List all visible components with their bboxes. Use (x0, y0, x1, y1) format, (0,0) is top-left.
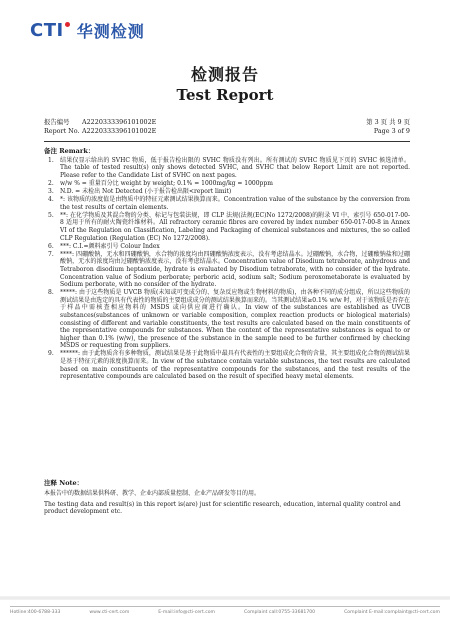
report-meta (44, 118, 410, 135)
remark-item (44, 196, 410, 211)
remark-item-number: 4. (48, 196, 54, 204)
note-section (44, 480, 410, 519)
remark-item (44, 289, 410, 350)
footer-email[interactable]: E-mail:info@cti-cert.com (158, 610, 216, 615)
logo-brand: CTI (30, 19, 64, 41)
remark-item-number: 2. (48, 179, 54, 187)
remark-item-number: 7. (48, 250, 54, 258)
remark-item (44, 350, 410, 380)
remark-item-number: 1. (48, 156, 54, 164)
note-text-cn: 本报告中的数据结果供科研、教学、企业内部质量控制、企业产品研发等目的用。 (44, 489, 261, 497)
footer-web[interactable]: www.cti-cert.com (89, 610, 130, 615)
company-logo (30, 18, 145, 42)
remark-item-text: ******: 由于此物质含有多种物质，测试结果是基于此物质中最具有代表性的主要组成化合物的含量，其主要组成化合物的测试结果是基于特征元素的浓度换算而来。In view of the substance contain variable substances, the test results are calculated based on main constituents of the representative compounds for the substances, and the test results of the representative compounds are calculated based on the result of specified heavy metal elements. (60, 350, 410, 381)
footer-hotline: Hotline:400-6788-333 (10, 610, 61, 615)
remark-item (44, 243, 410, 251)
report-no-en: A2220333396101002E (82, 126, 157, 135)
report-no-label-cn: 报告编号 (44, 118, 70, 126)
remark-item (44, 157, 410, 180)
report-no-label-en: Report No. (44, 126, 80, 135)
remark-item (44, 251, 410, 289)
footer-complaint-email[interactable]: Complaint E-mail:complaint@cti-cert.com (344, 610, 440, 615)
divider (44, 141, 410, 142)
remark-item-number: 6. (48, 242, 54, 250)
remark-item-text: N.D. = 未检出 Not Detected (小于报告检出限<report limit) (60, 187, 232, 195)
remark-item-number: 5. (48, 211, 54, 219)
remark-item-text: *****: 由于这些物质是 UVCB 物质(未知或可变成分的、复杂反应物或生物材料的物质)，由各种不同的成分组成，所以这些物质的测试结果是由选定的具有代表性的物质的主要组成成分的测试结果换算而来的。当其测试结果≥0.1% w/w 时，对于该物质是否存在于样品中需核查相应物料的 MSDS 或向供应商进行确认。In view of the substances are established as UVCB substances(substances of unknown or variable composition, complex reaction products or biological materials) consisting of different and variable constituents, the test results are calculated based on the main constituents of the representative compounds for substances. When the content of the representative substances is equal to or higher than 0.1% (w/w), the presence of the substance in the sample need to be further confirmed by checking MSDS or requesting from suppliers. (60, 289, 410, 350)
page-number-cn: 第 3 页 共 9 页 (366, 118, 410, 126)
remark-item-number: 3. (48, 187, 54, 195)
remark-item (44, 188, 410, 196)
remark-item-text: ****: 四硼酸钠，无水和四硼酸钠，水合物的浓度均由四硼酸钠浓度表示，没有考虑结晶水。过硼酸钠，水合物，过硼酸钠盐和过硼酸钠，无水的浓度均由过硼酸钠浓度表示，没有考虑结晶水。Concentration value of Disodium tetraborate, anhydrous and Tetraboron disodium heptaoxide, hydrate is evaluated by Disodium tetraborate, with no consider of the hydrate. Concentration value of Sodium perborate; perboric acid, sodium salt; Sodium peroxometaborate is evaluated by Sodium perborate, with no consider of the hydrate. (60, 250, 410, 289)
page-footer (10, 606, 440, 615)
report-no-cn: A2220333396101002E (82, 118, 157, 126)
note-text-en: The testing data and result(s) in this report is(are) just for scientific research, education, internal quality control and product development etc. (44, 500, 401, 516)
remark-item-number: 8. (48, 289, 54, 297)
note-heading: 注释 Note： (44, 479, 84, 487)
title-chinese: 检测报告 (190, 65, 259, 84)
page-fold (0, 596, 450, 600)
remark-section (44, 148, 410, 381)
logo-dot-icon (65, 22, 70, 27)
footer-complaint-call: Complaint call:0755-33681700 (243, 610, 316, 615)
remark-item (44, 212, 410, 242)
logo-brand-cn: 华测检测 (76, 21, 145, 41)
remark-item (44, 180, 410, 188)
page-number-en: Page 3 of 9 (373, 126, 410, 135)
remark-item-text: ***: C.I.=颜料索引号 Colour Index (60, 242, 160, 250)
remark-item-number: 9. (48, 350, 54, 358)
remark-heading: 备注 Remark： (44, 147, 95, 155)
title-english: Test Report (176, 86, 274, 104)
remark-item-text: 结果仅显示给出的 SVHC 物质，低于报告检出限的 SVHC 物质没有列出。所有测试的 SVHC 物质见下页的 SVHC 候选清单。The table of tested result(s) only shows detected SVHC, and SVHC that below Report Limit are not reported. Please refer to the Candidate List of SVHC on next pages. (60, 156, 410, 179)
remark-item-text: **: 在化学物质及其混合物的分类、标记与包装法规，即 CLP 法规(法规(EC)No 1272/2008)的附录 VI 中，索引号 650-017-00-8 适用于所有的耐火陶瓷纤维材料。All refractory ceramic fibres are covered by index number 650-017-00-8 in Annex VI of the Regulation on Classification, Labeling and Packaging of chemical substances and mixtures, the so called CLP Regulation (Regulation (EC) No 1272/2008). (60, 211, 410, 242)
remark-item-text: *: 该物质的浓度值是由物质中的特征元素测试结果换算而来。Concentration value of the substance by the conversion from the test results of certain elements. (60, 196, 410, 211)
remark-item-text: w/w % = 重量百分比 weight by weight; 0.1% = 1000mg/kg = 1000ppm (60, 179, 273, 187)
